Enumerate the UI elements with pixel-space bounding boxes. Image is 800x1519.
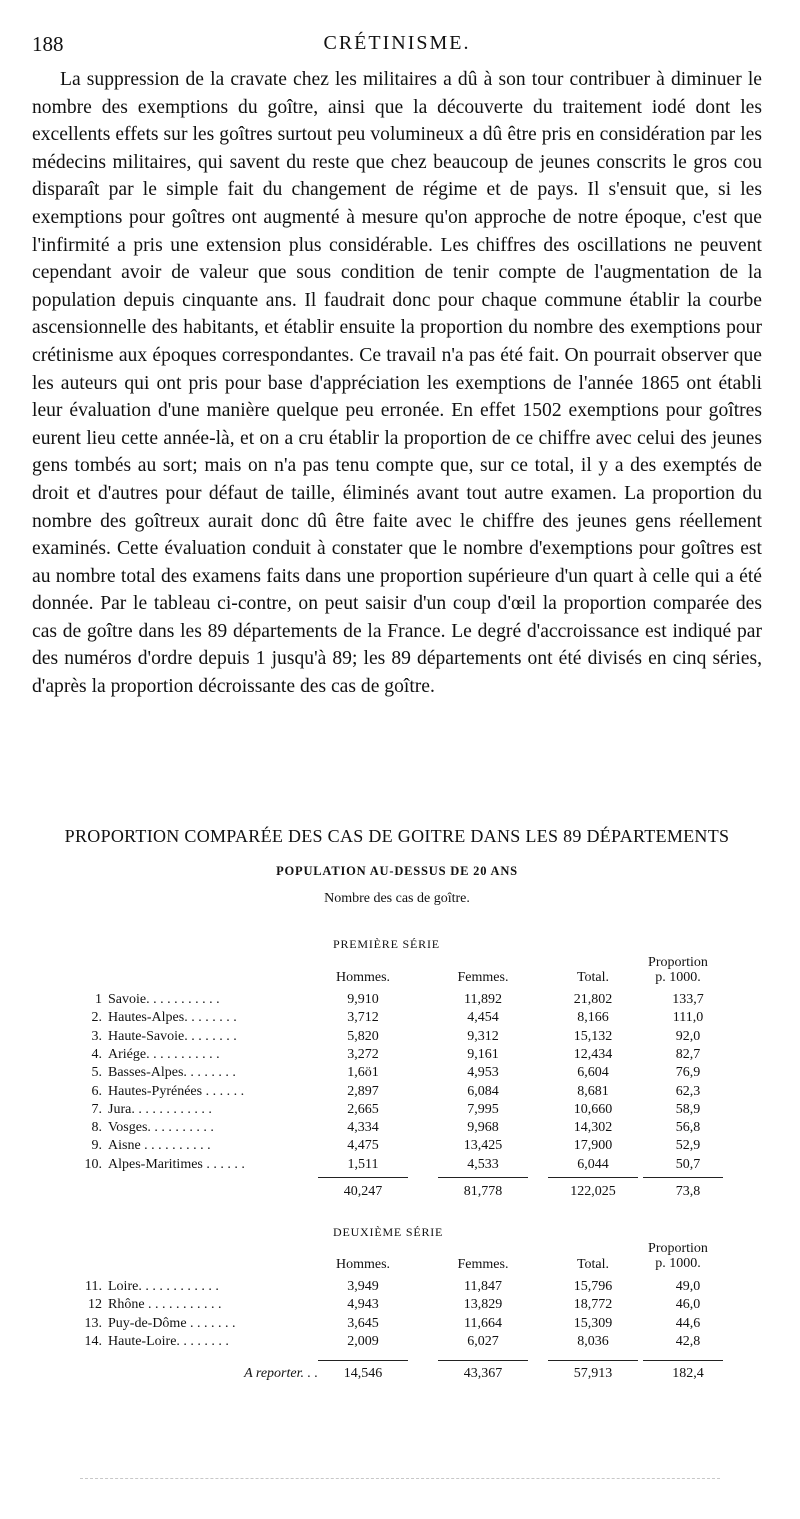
- row-department: Ariége. . . . . . . . . . .: [108, 1046, 220, 1062]
- row-hommes: 2,009: [347, 1333, 379, 1349]
- row-femmes: 13,829: [463, 1297, 503, 1313]
- series2-report: [78, 1366, 738, 1387]
- row-total: 21,802: [573, 992, 613, 1007]
- row-department: Hautes-Pyrénées . . . . . .: [108, 1083, 245, 1099]
- col-head-proportion-line1: Proportion: [648, 955, 708, 970]
- row-proportion: 82,7: [675, 1046, 701, 1062]
- col-head-femmes-2: Femmes.: [457, 1257, 509, 1272]
- col-head-total-2: Total.: [576, 1257, 610, 1272]
- row-number: 8.: [91, 1120, 102, 1136]
- table-caption: Nombre des cas de goître.: [324, 891, 470, 906]
- row-proportion: 92,0: [675, 1028, 701, 1044]
- row-hommes: 3,949: [347, 1279, 379, 1294]
- total-femmes: 81,778: [463, 1184, 503, 1199]
- row-number: 2.: [91, 1010, 102, 1026]
- row-number: 4.: [91, 1046, 102, 1062]
- row-femmes: 11,664: [464, 1315, 502, 1331]
- table-row: [78, 1334, 738, 1355]
- row-total: 14,302: [573, 1120, 613, 1136]
- col-head-proportion-line2: p. 1000.: [655, 970, 701, 985]
- report-label: A reporter. . .: [244, 1366, 318, 1381]
- total-total: 122,025: [570, 1184, 616, 1199]
- row-total: 8,036: [577, 1333, 609, 1349]
- row-hommes: 9,910: [347, 992, 379, 1007]
- row-total: 12,434: [573, 1046, 613, 1062]
- row-femmes: 7,995: [467, 1101, 499, 1117]
- row-total: 6,604: [577, 1065, 609, 1081]
- row-femmes: 9,161: [467, 1046, 499, 1062]
- col-head-hommes: Hommes.: [335, 970, 391, 985]
- row-total: 6,044: [577, 1156, 609, 1172]
- row-total: 10,660: [573, 1101, 613, 1117]
- row-number: 7.: [91, 1101, 102, 1117]
- report-total: 57,913: [573, 1366, 613, 1381]
- row-department: Savoie. . . . . . . . . . .: [108, 992, 220, 1007]
- page-number: 188: [32, 32, 64, 56]
- row-number: 6.: [91, 1083, 102, 1099]
- row-department: Rhône . . . . . . . . . . .: [108, 1297, 222, 1313]
- row-hommes: 2,665: [347, 1101, 379, 1117]
- page-header: [32, 32, 762, 60]
- row-hommes: 3,272: [347, 1046, 379, 1062]
- row-proportion: 42,8: [675, 1333, 701, 1349]
- row-hommes: 4,334: [347, 1120, 379, 1136]
- col-head-hommes-2: Hommes.: [335, 1257, 391, 1272]
- report-femmes: 43,367: [463, 1366, 503, 1381]
- series-label-2: DEUXIÈME SÉRIE: [333, 1225, 444, 1239]
- row-femmes: 6,027: [467, 1333, 499, 1349]
- row-proportion: 58,9: [675, 1101, 701, 1117]
- report-hommes: 14,546: [343, 1366, 383, 1381]
- rule-hommes-1: [318, 1177, 408, 1178]
- rule-hommes-2: [318, 1360, 408, 1361]
- row-proportion: 49,0: [675, 1279, 701, 1294]
- row-hommes: 5,820: [347, 1028, 379, 1044]
- row-total: 18,772: [573, 1297, 613, 1313]
- rule-total-1: [548, 1177, 638, 1178]
- col-head-femmes: Femmes.: [457, 970, 509, 985]
- row-department: Basses-Alpes. . . . . . . .: [108, 1065, 236, 1081]
- row-department: Haute-Loire. . . . . . . .: [108, 1333, 229, 1349]
- row-total: 17,900: [573, 1138, 613, 1154]
- col-head-total: Total.: [576, 970, 610, 985]
- rule-total-2: [548, 1360, 638, 1361]
- series-label-1: PREMIÈRE SÉRIE: [333, 937, 440, 951]
- row-proportion: 50,7: [675, 1156, 701, 1172]
- col-head-proportion-2: [628, 1241, 728, 1271]
- table-title: PROPORTION COMPARÉE DES CAS DE GOITRE DANS LES 89 DÉPARTEMENTS: [64, 826, 730, 846]
- col-head-proportion-2-line2: p. 1000.: [655, 1256, 701, 1271]
- row-hommes: 1,6ö1: [347, 1065, 379, 1081]
- row-proportion: 133,7: [672, 992, 704, 1007]
- row-department: Vosges. . . . . . . . . .: [108, 1120, 214, 1136]
- row-number: 1: [95, 992, 102, 1007]
- row-department: Aisne . . . . . . . . . .: [108, 1138, 211, 1154]
- col-head-proportion: [628, 955, 728, 985]
- row-femmes: 9,968: [467, 1120, 499, 1136]
- row-department: Puy-de-Dôme . . . . . . .: [108, 1315, 236, 1331]
- row-femmes: 4,953: [467, 1065, 499, 1081]
- row-hommes: 4,943: [347, 1297, 379, 1313]
- body-paragraph: La suppression de la cravate chez les militaires a dû à son tour contribuer à diminuer le nombre des exemptions du goître, ainsi que la découverte du traitement iodé dont les excellents effets sur les goîtres surtout peu volumineux a dû être pris en considération par les médecins militaires, qui savent du reste que chez beaucoup de jeunes conscrits le gros cou disparaît par le simple fait du changement de régime et de pays. Il s'ensuit que, si les exemptions pour goîtres ont augmenté à mesure qu'on approche de notre époque, c'est que l'infirmité a pris une extension plus considérable. Les chiffres des oscillations ne peuvent cependant avoir de valeur que sous condition de tenir compte de l'augmentation de la population depuis cinquante ans. Il faudrait donc pour chaque commune établir la courbe ascensionnelle des habitants, et établir ensuite la proportion du nombre des exemptions pour crétinisme aux époques correspondantes. Ce travail n'a pas été fait. On pourrait observer que les auteurs qui ont pris pour base d'appréciation les exemptions de l'année 1865 ont établi leur évaluation d'une manière quelque peu erronée. En effet 1502 exemptions pour goîtres eurent lieu cette année-là, et on a cru établir la proportion de ce chiffre avec celui des jeunes gens tombés au sort; mais on n'a pas tenu compte que, sur ce total, il y a des exemptés de droit et d'autres pour défaut de taille, éliminés avant tout autre examen. La proportion du nombre des goîtreux aurait donc dû être faite avec le chiffre des jeunes gens réellement examinés. Cette évaluation conduit à constater que le nombre d'exemptions pour goîtres est au nombre total des examens faits dans une proportion supérieure d'un quart à celle qui a été donnée. Par le tableau ci-contre, on peut saisir d'un coup d'œil la proportion comparée des cas de goître dans les 89 départements de la France. Le degré d'accroissance est indiqué par des numéros d'ordre depuis 1 jusqu'à 89; les 89 départements ont été divisés en cinq séries, d'après la proportion décroissante des cas de goître.: [32, 69, 762, 698]
- table-row: [78, 1157, 738, 1178]
- row-number: 5.: [91, 1065, 102, 1081]
- row-hommes: 4,475: [347, 1138, 379, 1154]
- row-femmes: 11,892: [464, 992, 502, 1007]
- row-femmes: 4,533: [467, 1156, 499, 1172]
- row-proportion: 62,3: [675, 1083, 701, 1099]
- row-number: 13.: [84, 1315, 102, 1331]
- row-hommes: 1,511: [347, 1156, 379, 1172]
- row-hommes: 3,645: [347, 1315, 379, 1331]
- row-femmes: 13,425: [463, 1138, 503, 1154]
- row-department: Alpes-Maritimes . . . . . .: [108, 1156, 245, 1172]
- row-proportion: 44,6: [675, 1315, 701, 1331]
- row-total: 15,796: [573, 1279, 613, 1294]
- row-femmes: 4,454: [467, 1010, 499, 1026]
- bleed-through-line: [80, 1478, 720, 1479]
- row-femmes: 11,847: [464, 1279, 502, 1294]
- row-number: 11.: [85, 1279, 102, 1294]
- row-number: 9.: [91, 1138, 102, 1154]
- row-number: 10.: [84, 1156, 102, 1172]
- row-total: 8,166: [577, 1010, 609, 1026]
- table-subtitle: POPULATION AU-DESSUS DE 20 ANS: [276, 864, 518, 878]
- row-hommes: 3,712: [347, 1010, 379, 1026]
- total-proportion: 73,8: [675, 1184, 701, 1199]
- row-hommes: 2,897: [347, 1083, 379, 1099]
- row-number: 3.: [91, 1028, 102, 1044]
- rule-femmes-2: [438, 1360, 528, 1361]
- row-total: 15,132: [573, 1028, 613, 1044]
- row-department: Haute-Savoie. . . . . . . .: [108, 1028, 237, 1044]
- row-department: Jura. . . . . . . . . . . .: [108, 1101, 212, 1117]
- row-proportion: 111,0: [672, 1010, 704, 1026]
- series1-totals: [78, 1184, 738, 1205]
- total-hommes: 40,247: [343, 1184, 383, 1199]
- row-department: Hautes-Alpes. . . . . . . .: [108, 1010, 237, 1026]
- row-femmes: 6,084: [467, 1083, 499, 1099]
- row-total: 15,309: [573, 1315, 613, 1331]
- row-number: 12: [88, 1297, 102, 1313]
- row-proportion: 56,8: [675, 1120, 701, 1136]
- rule-femmes-1: [438, 1177, 528, 1178]
- rule-proportion-1: [643, 1177, 723, 1178]
- row-proportion: 46,0: [675, 1297, 701, 1313]
- row-proportion: 76,9: [675, 1065, 701, 1081]
- rule-proportion-2: [643, 1360, 723, 1361]
- running-title: CRÉTINISME.: [323, 32, 471, 54]
- report-proportion: 182,4: [672, 1366, 704, 1381]
- row-department: Loire. . . . . . . . . . . .: [108, 1279, 219, 1294]
- col-head-proportion-2-line1: Proportion: [648, 1241, 708, 1256]
- row-total: 8,681: [577, 1083, 609, 1099]
- row-proportion: 52,9: [675, 1138, 701, 1154]
- row-femmes: 9,312: [467, 1028, 499, 1044]
- row-number: 14.: [84, 1333, 102, 1349]
